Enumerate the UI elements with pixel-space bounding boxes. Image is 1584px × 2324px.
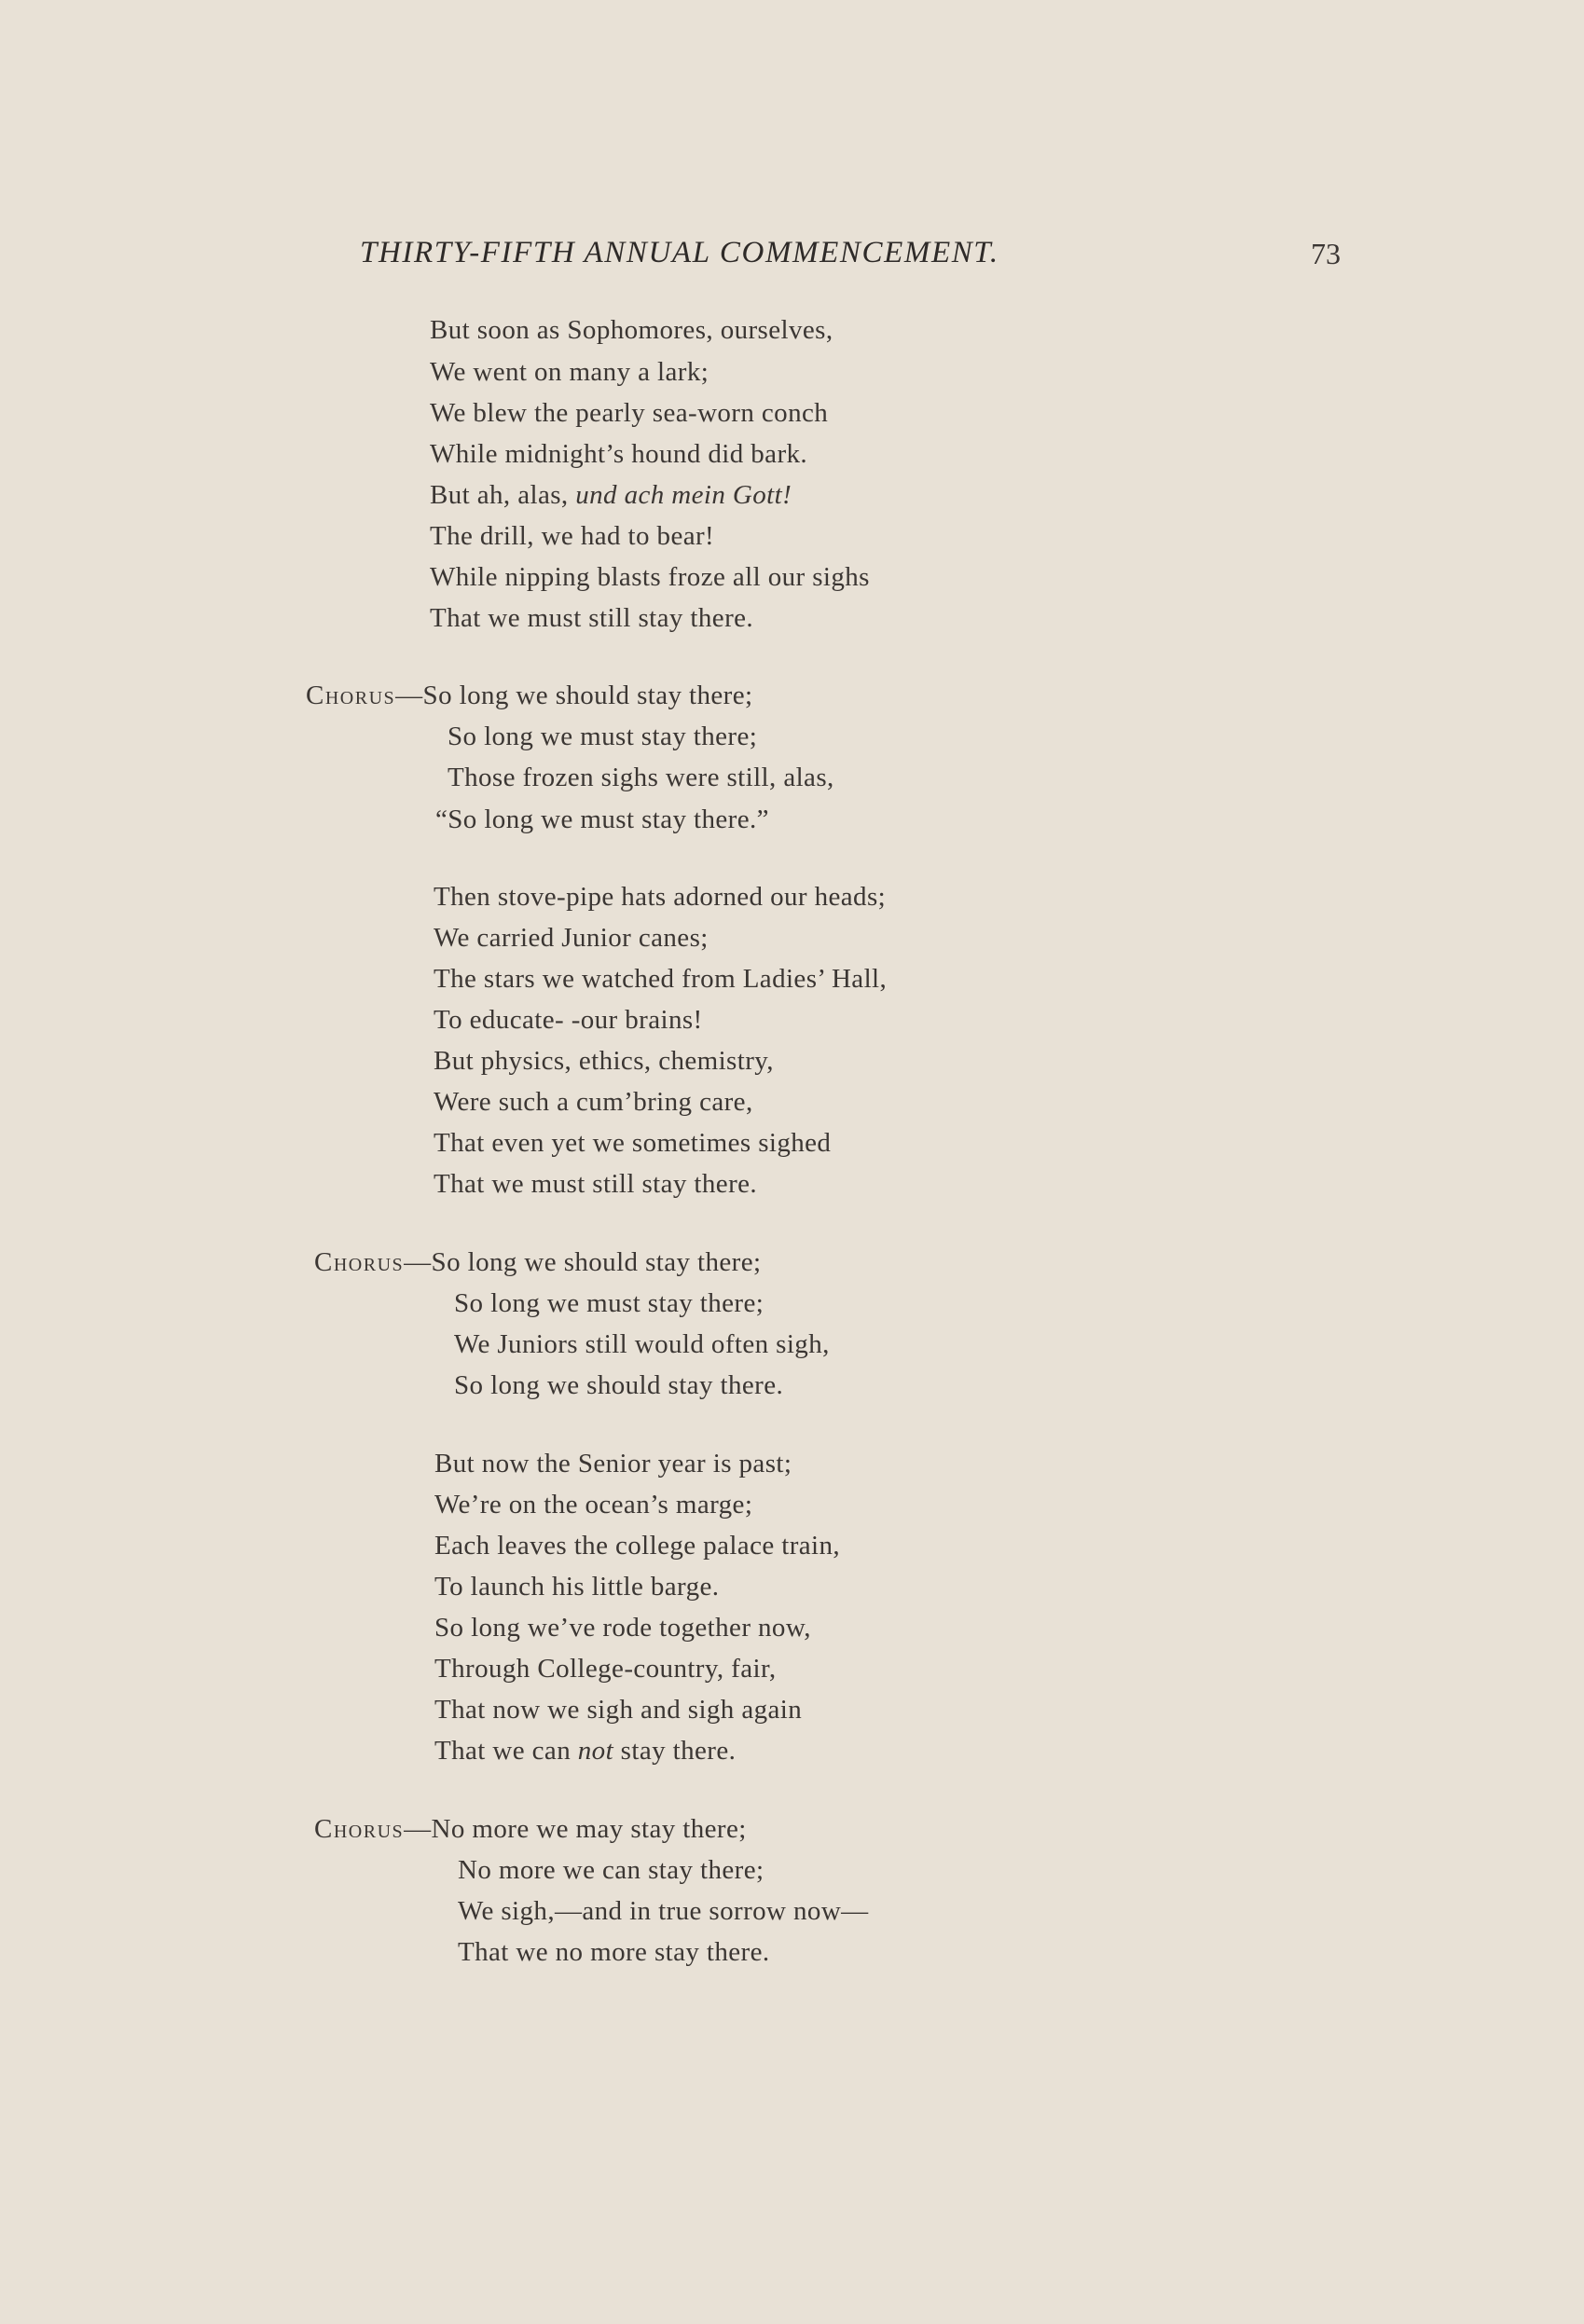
verse-line: Each leaves the college palace train,	[434, 1531, 841, 1561]
verse-line: But now the Senior year is past;	[434, 1449, 792, 1478]
verse-line: Were such a cum’bring care,	[434, 1087, 753, 1117]
verse-line: But soon as Sophomores, ourselves,	[430, 315, 833, 345]
chorus-label: Chorus	[306, 681, 396, 710]
verse-line: That we must still stay there.	[430, 603, 754, 633]
verse-line: Those frozen sighs were still, alas,	[448, 763, 834, 792]
chorus-label: Chorus	[314, 1247, 405, 1277]
verse-text: stay there.	[613, 1736, 737, 1766]
verse-line: While midnight’s hound did bark.	[430, 439, 808, 469]
verse-text: —So long we should stay there;	[404, 1247, 762, 1277]
running-title: THIRTY-FIFTH ANNUAL COMMENCEMENT.	[360, 236, 999, 269]
page-number: 73	[1311, 237, 1341, 270]
verse-line: We carried Junior canes;	[434, 923, 709, 953]
verse-line: So long we must stay there;	[448, 722, 758, 751]
verse-line: Through College-country, fair,	[434, 1654, 777, 1684]
chorus-first-line	[314, 1814, 747, 1845]
verse-line: That even yet we sometimes sighed	[434, 1128, 832, 1158]
verse-line: The drill, we had to bear!	[430, 521, 715, 551]
verse-line: So long we must stay there;	[454, 1288, 764, 1318]
verse-line: To educate- -our brains!	[434, 1005, 703, 1035]
verse-line: We Juniors still would often sigh,	[454, 1329, 830, 1359]
verse-line: While nipping blasts froze all our sighs	[430, 562, 870, 592]
emphasis-word: not	[577, 1736, 614, 1766]
verse-line: We blew the pearly sea-worn conch	[430, 398, 829, 428]
verse-line: Then stove-pipe hats adorned our heads;	[434, 882, 887, 912]
verse-line: We sigh,—and in true sorrow now—	[458, 1896, 869, 1926]
verse-text: —So long we should stay there;	[395, 681, 753, 710]
verse-line	[430, 480, 792, 511]
verse-line: “So long we must stay there.”	[435, 804, 769, 834]
verse-line: So long we should stay there.	[454, 1370, 784, 1400]
verse-line: To launch his little barge.	[434, 1572, 720, 1602]
chorus-label: Chorus	[314, 1814, 405, 1844]
verse-line: We’re on the ocean’s marge;	[434, 1490, 753, 1520]
verse-line: But physics, ethics, chemistry,	[434, 1046, 774, 1076]
verse-line: We went on many a lark;	[430, 357, 709, 387]
verse-text: —No more we may stay there;	[404, 1814, 747, 1844]
verse-line: That now we sigh and sigh again	[434, 1695, 803, 1725]
verse-line: The stars we watched from Ladies’ Hall,	[434, 964, 888, 994]
verse-line: That we no more stay there.	[458, 1937, 770, 1967]
chorus-first-line	[314, 1247, 761, 1278]
chorus-first-line	[306, 681, 752, 711]
verse-text: That we can	[434, 1736, 578, 1766]
verse-text: But ah, alas,	[430, 480, 576, 510]
verse-line: No more we can stay there;	[458, 1855, 764, 1885]
verse-line: So long we’ve rode together now,	[434, 1613, 811, 1643]
verse-line: That we must still stay there.	[434, 1169, 758, 1199]
verse-line	[434, 1736, 736, 1767]
german-phrase: und ach mein Gott!	[575, 480, 792, 510]
